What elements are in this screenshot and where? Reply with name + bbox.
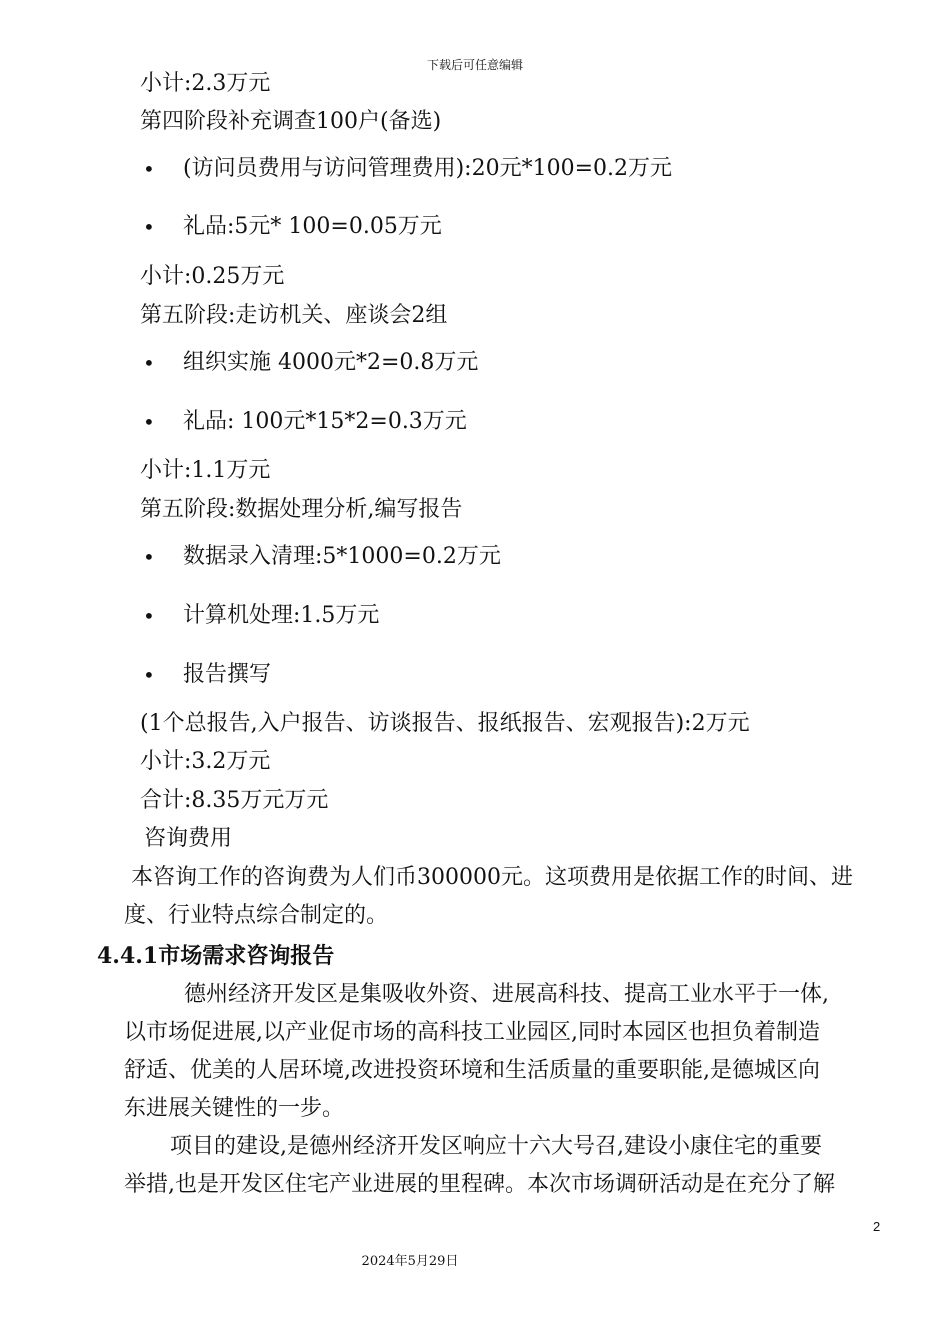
body-text: 项目的建设,是德州经济开发区响应十六大号召,建设小康住宅的重要 — [170, 1134, 822, 1159]
consult-fee-title: 咨询费用 — [144, 826, 233, 851]
bullet-icon: • — [143, 351, 155, 375]
body-text: 本咨询工作的咨询费为人们币300000元。这项费用是依据工作的时间、进 — [131, 865, 853, 890]
bullet-icon: • — [143, 410, 155, 434]
stage-title: 第五阶段:数据处理分析,编写报告 — [140, 497, 463, 522]
bullet-item: 礼品: 100元*15*2=0.3万元 — [183, 409, 467, 434]
bullet-item: 报告撰写 — [183, 662, 272, 687]
bullet-icon: • — [143, 663, 155, 687]
subtotal-line: 小计:3.2万元 — [140, 749, 271, 774]
bullet-item: 组织实施 4000元*2=0.8万元 — [183, 350, 479, 375]
section-heading: 4.4.1市场需求咨询报告 — [97, 943, 335, 969]
bullet-item: 计算机处理:1.5万元 — [183, 603, 380, 628]
body-text: 举措,也是开发区住宅产业进展的里程碑。本次市场调研活动是在充分了解 — [124, 1172, 835, 1197]
subtotal-line: 小计:2.3万元 — [140, 71, 271, 96]
subtotal-line: 小计:1.1万元 — [140, 458, 271, 483]
bullet-icon: • — [143, 604, 155, 628]
stage-title: 第五阶段:走访机关、座谈会2组 — [140, 303, 448, 328]
body-text: 度、行业特点综合制定的。 — [124, 903, 389, 928]
subtotal-line: 小计:0.25万元 — [140, 264, 285, 289]
bullet-icon: • — [143, 157, 155, 181]
body-text: 德州经济开发区是集吸收外资、进展高科技、提高工业水平于一体, — [184, 982, 829, 1007]
total-line: 合计:8.35万元万元 — [140, 788, 329, 813]
bullet-icon: • — [143, 215, 155, 239]
page-number: 2 — [873, 1219, 881, 1234]
bullet-icon: • — [143, 545, 155, 569]
body-text: 东进展关键性的一步。 — [124, 1096, 345, 1121]
bullet-item: 礼品:5元* 100=0.05万元 — [183, 214, 442, 239]
report-note: (1个总报告,入户报告、访谈报告、报纸报告、宏观报告):2万元 — [140, 711, 750, 736]
bullet-item: (访问员费用与访问管理费用):20元*100=0.2万元 — [183, 156, 672, 181]
page-header: 下载后可任意编辑 — [426, 58, 523, 72]
stage-title: 第四阶段补充调查100户(备选) — [140, 109, 442, 134]
body-text: 舒适、优美的人居环境,改进投资环境和生活质量的重要职能,是德城区向 — [124, 1058, 820, 1083]
footer-date: 2024年5月29日 — [361, 1254, 459, 1269]
body-text: 以市场促进展,以产业促市场的高科技工业园区,同时本园区也担负着制造 — [124, 1020, 820, 1045]
bullet-item: 数据录入清理:5*1000=0.2万元 — [183, 544, 501, 569]
